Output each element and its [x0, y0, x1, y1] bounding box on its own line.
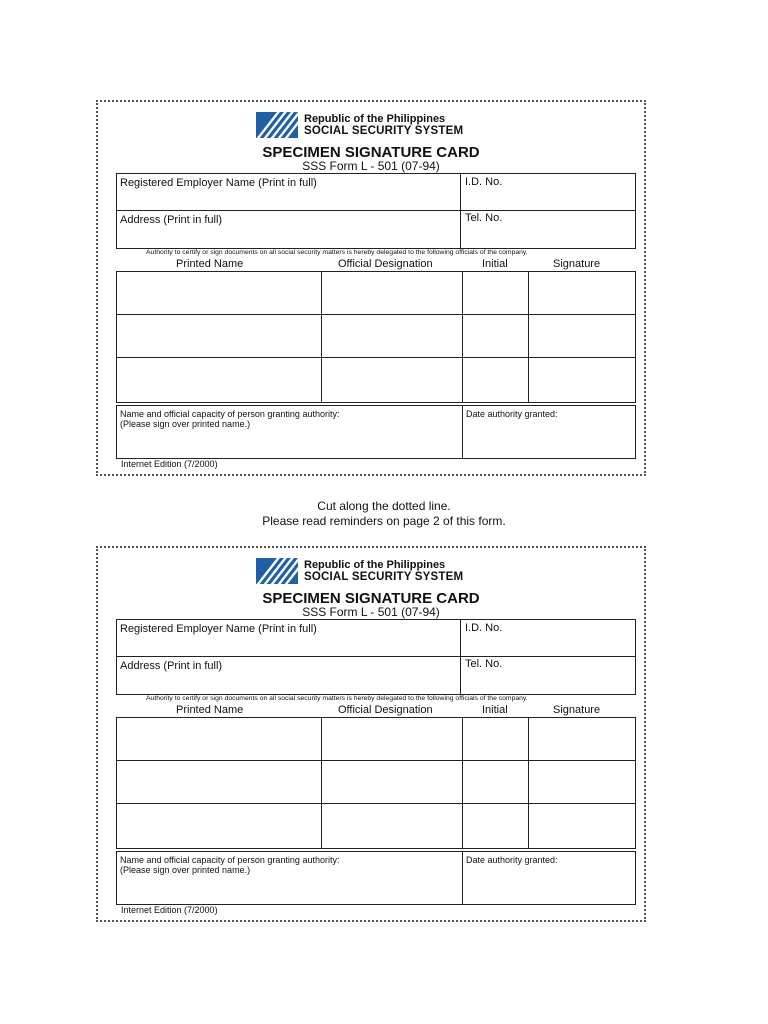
tel-number-field[interactable]: Tel. No.: [465, 658, 503, 670]
col-header-signature: Signature: [553, 704, 601, 716]
grantor-label: Name and official capacity of person granting authority:: [120, 855, 340, 865]
card-title: SPECIMEN SIGNATURE CARD: [262, 144, 480, 161]
grantor-note: (Please sign over printed name.): [120, 419, 251, 429]
grantor-field[interactable]: [120, 855, 339, 875]
cut-line-bottom: [96, 920, 646, 922]
col-header-printed-name: Printed Name: [176, 258, 244, 270]
cut-line-top: [96, 100, 646, 102]
date-granted-field[interactable]: Date authority granted:: [466, 409, 558, 419]
col-header-printed-name: Printed Name: [176, 704, 244, 716]
col-header-signature: Signature: [553, 258, 601, 270]
signatory-table: [116, 717, 636, 849]
authority-statement: Authority to certify or sign documents on all social security matters is hereby delegated to the following officials of the company.: [146, 695, 528, 702]
cut-instruction: Cut along the dotted line.: [317, 499, 451, 513]
employer-info-box: [116, 173, 636, 249]
date-granted-field[interactable]: Date authority granted:: [466, 855, 558, 865]
signatory-table: [116, 271, 636, 403]
edition-label: Internet Edition (7/2000): [121, 905, 218, 915]
authority-statement: Authority to certify or sign documents on all social security matters is hereby delegated to the following officials of the company.: [146, 249, 528, 256]
card-title: SPECIMEN SIGNATURE CARD: [262, 590, 480, 607]
employer-info-box: [116, 619, 636, 695]
republic-label: Republic of the Philippines: [304, 113, 446, 125]
tel-number-field[interactable]: Tel. No.: [465, 212, 503, 224]
form-code: SSS Form L - 501 (07-94): [302, 605, 440, 619]
cut-line-top: [96, 546, 646, 548]
sss-logo-icon: [256, 558, 298, 584]
address-field[interactable]: Address (Print in full): [120, 660, 223, 672]
sss-label: SOCIAL SECURITY SYSTEM: [304, 571, 464, 583]
id-number-field[interactable]: I.D. No.: [465, 176, 503, 188]
employer-name-field[interactable]: Registered Employer Name (Print in full): [120, 177, 317, 189]
signature-card-bottom: [96, 546, 646, 922]
form-code: SSS Form L - 501 (07-94): [302, 159, 440, 173]
reminder-instruction: Please read reminders on page 2 of this form.: [262, 514, 506, 528]
col-header-designation: Official Designation: [338, 258, 433, 270]
cut-line-bottom: [96, 474, 646, 476]
col-header-initial: Initial: [482, 258, 508, 270]
grantor-box: [116, 851, 636, 905]
agency-name: [304, 559, 463, 584]
republic-label: Republic of the Philippines: [304, 559, 446, 571]
grantor-note: (Please sign over printed name.): [120, 865, 251, 875]
sss-label: SOCIAL SECURITY SYSTEM: [304, 125, 464, 137]
id-number-field[interactable]: I.D. No.: [465, 622, 503, 634]
sss-logo-icon: [256, 112, 298, 138]
grantor-field[interactable]: [120, 409, 339, 429]
grantor-box: [116, 405, 636, 459]
grantor-label: Name and official capacity of person granting authority:: [120, 409, 340, 419]
col-header-initial: Initial: [482, 704, 508, 716]
signature-card-top: [96, 100, 646, 476]
address-field[interactable]: Address (Print in full): [120, 214, 223, 226]
col-header-designation: Official Designation: [338, 704, 433, 716]
employer-name-field[interactable]: Registered Employer Name (Print in full): [120, 623, 317, 635]
edition-label: Internet Edition (7/2000): [121, 459, 218, 469]
agency-name: [304, 113, 463, 138]
